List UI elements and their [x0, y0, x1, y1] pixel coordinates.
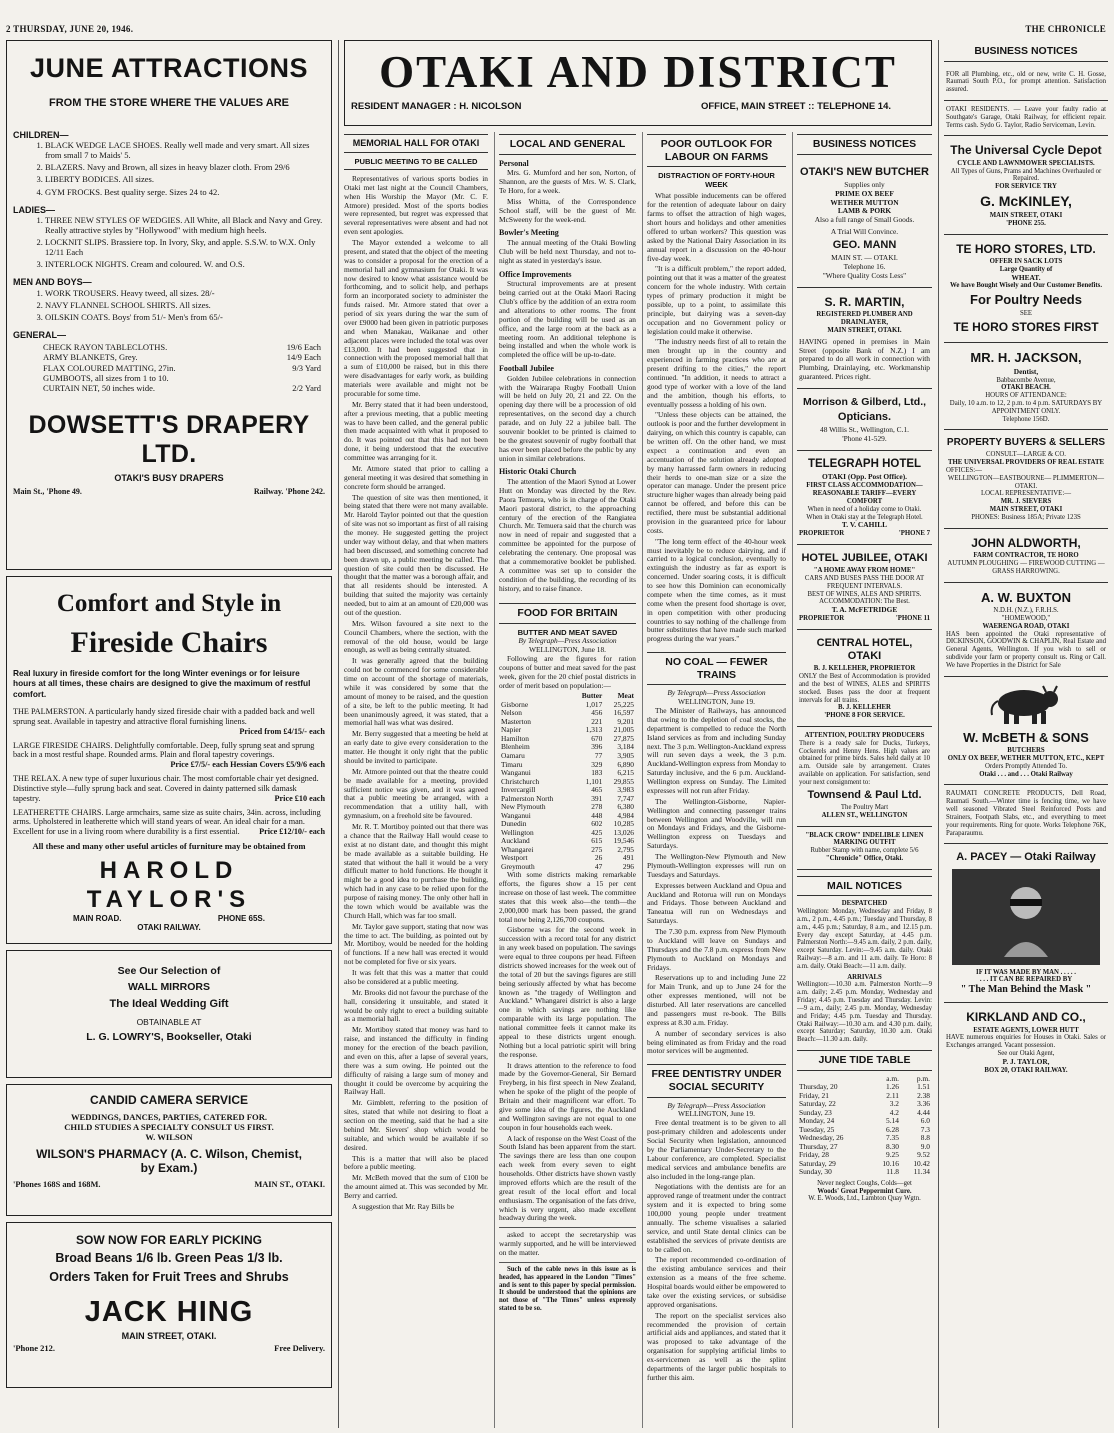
harold-taylors-name: HAROLD TAYLOR'S [86, 857, 252, 913]
tide-table: a.m. p.m. Thursday, 20 1.26 1.51 Friday, 21 2.11 2.38 Saturday, 22 3.2 3.36 Sunday, 23 4.2 4.44 Monday, 24 5.14 6.0 Tuesday, 25 6.28 7.3 Wednesday, 26 7.35 8.8 Thursday, 27 8.30 9.0 Friday, 28 9.25 9.52 Saturday, 29 10.16 10.42 Sunday, 30 11.8 11.34 [799, 1073, 930, 1177]
masthead-info [345, 97, 931, 112]
general-price-list [43, 342, 321, 392]
ladies-list [31, 215, 325, 269]
list-item: GUMBOOTS, all sizes from 1 to 10. [43, 372, 169, 383]
cycle-depot-ad: The Universal Cycle Depot CYCLE AND LAWNMOWER SPECIALISTS. All Types of Guns, Prams and Machines Overhauled or Repaired. FOR SERVICE TRY G. McKINLEY, MAIN STREET, OTAKI 'PHONE 255. [944, 136, 1108, 234]
list-item: FLAX COLOURED MATTING, 27in. 9/3 Yard [43, 362, 321, 373]
business-notices-column: BUSINESS NOTICES OTAKI'S NEW BUTCHER Supplies only PRIME OX BEEF WETHER MUTTON LAMB & PORK Also a full range of Small Goods. A Trial Will Convince. GEO. MANN MAIN ST. — OTAKI. Telephone 16. "Where Quality Costs Less" S. R. MARTIN, REGISTERED PLUMBER AND DRAINLAYER, MAIN STREET, OTAKI. HAVING opened in premises in Main Street (opposite Bank of N.Z.) I am prepared to do all work in connection with Plumbing, Drainlaying, etc. Workmanship guaranteed. Prices right. Morrison & Gilberd, Ltd., Opticians. 48 Willis St., Wellington, C.1. 'Phone 41-529. TELEGRAPH HOTEL OTAKI (Opp. Post Office). FIRST CLASS ACCOMMODATION— REASONABLE TARIFF—EVERY COMFORT When in need of a holiday come to Otaki. When in Otaki stay at the Telegraph Hotel. T. V. CAHILL PROPRIETOR 'PHONE 7 HOTEL JUBILEE, OTAKI "A HOME AWAY FROM HOME" CARS AND BUSES PASS THE DOOR AT FREQUENT INTERVALS. BEST OF WINES, ALES AND SPIRITS. ACCOMMODATION: The Best. T. A. McFETRIDGE PROPRIETOR 'PHONE 11 CENTRAL HOTEL, OTAKI B. J. KELLEHER, PROPRIETOR ONLY the Best of Accommodation is provided and the best of WINES, ALES and SPIRITS stocked. Buses pass the door at frequent intervals for all trains. B. J. KELLEHER 'PHONE 8 FOR SERVICE. ATTENTION, POULTRY PRODUCERS There is a ready sale for Ducks, Turkeys, Cockerels and Henny Hens. High values are obtained for prime birds. Sales held daily at 10 a.m. Outside sale by arrangement. Crates available on application. For satisfaction, send your next consignment to: Townsend & Paul Ltd. The Poultry Mart ALLEN ST., WELLINGTON "BLACK CROW" INDELIBLE LINEN MARKING OUTFIT Rubber Stamp with name, complete 5/6 "Chronicle" Office, Otaki. MAIL NOTICES DESPATCHED Wellington: Monday, Wednesday and Friday, 8 a.m., 2 p.m., 4.45 p.m.; Tuesday and Thursday, 8 a.m., 4.45 p.m.; Saturday, 8 a.m., and 12.15 p.m. Every day except Saturday, at 4.45 p.m. Palmerston North:—9.45 a.m. daily, 2 p.m. daily, except Saturday. Levin:—9.45 a.m. daily. Otaki Railway:—8 a.m. and 11 a.m. daily. Te Horo: 8 a.m. daily. Otaki Beach:—11 a.m. daily. ARRIVALS Wellington:—10.30 a.m. Palmerston North:—9 a.m. daily; 2.45 p.m. Monday, Wednesday and Friday; 4.45 p.m. Tuesday and Thursday. Levin:—9 a.m., daily; 2.45 p.m. Monday, Wednesday and Friday; 4.45 p.m. Tuesday and Thursday. Otaki Railway:—10.30 a.m. and 4.30 p.m. daily, except Saturday; Saturday, 10.30 a.m. Otaki Beach:—11.30 a.m. daily. JUNE TIDE TABLE a.m. p.m. Thursday, 20 1.26 1.51 Friday, 21 2.11 2.38 Saturday, 22 3.2 3.36 Sunday, 23 4.2 4.44 Monday, 24 5.14 6.0 Tuesday, 25 6.28 7.3 Wednesday, 26 7.35 8.8 Thursday, 27 8.30 9.0 Friday, 28 9.25 9.52 Saturday, 29 10.16 10.42 Sunday, 30 11.8 11.34 Never neglect Coughs, Colds—get Woods' Great Peppermint Cure. W. E. Woods, Ltd., Lambton Quay Wgtn. [792, 132, 932, 1428]
mirrors-line5: L. G. LOWRY'S, Bookseller, Otaki [86, 1030, 252, 1043]
mirrors-line3: The Ideal Wedding Gift [109, 997, 229, 1010]
list-item: 1. WORK TROUSERS. Heavy tweed, all sizes. 28/- [45, 288, 325, 298]
list-item: 4. GYM FROCKS. Best quality serge. Sizes 24 to 42. [45, 187, 325, 197]
hing-contact: 'Phone 212. Free Delivery. [13, 1343, 325, 1354]
fireside-intro: Real luxury in fireside comfort for the long Winter evenings or for leisure hours at all times, these chairs are designed to give the maximum of restful comfort. [13, 667, 311, 699]
food-subtitle: BUTTER AND MEAT SAVED [517, 628, 618, 638]
table-row: Blenheim 396 3,184 [501, 742, 634, 752]
martin-plumber-ad: S. R. MARTIN, REGISTERED PLUMBER AND DRAINLAYER, MAIN STREET, OTAKI. HAVING opened in premises in Main Street (opposite Bank of N.Z.) I am prepared to do all work in connection with Plumbing, Drainlaying, etc. Workmanship guaranteed. Prices right. [797, 288, 932, 389]
table-row: Wednesday, 26 7.35 8.8 [799, 1133, 930, 1143]
list-item: 3. INTERLOCK NIGHTS. Cream and coloured. W. and O.S. [45, 259, 325, 269]
morrison-opticians-ad: Morrison & Gilberd, Ltd., Opticians. 48 Willis St., Wellington, C.1. 'Phone 41-529. [797, 389, 932, 451]
mirrors-line1: See Our Selection of [117, 965, 221, 977]
bull-illustration-icon [946, 682, 1106, 728]
table-row: Hamilton 670 27,875 [501, 733, 634, 743]
masked-man-illustration-icon [952, 869, 1100, 965]
table-row: Napier 1,313 21,005 [501, 725, 634, 735]
list-item: 2. BLAZERS. Navy and Brown, all sizes in heavy blazer cloth. From 29/6 [45, 162, 325, 172]
fireside-title-line1: Comfort and Style in [56, 590, 282, 617]
table-row: Thursday, 27 8.30 9.0 [799, 1141, 930, 1151]
mail-arrivals: Wellington:—10.30 a.m. Palmerston North:—9 a.m. daily; 2.45 p.m. Monday, Wednesday and Friday; 4.45 p.m. Tuesday and Thursday. Levin:—9 a.m., daily; 2.45 p.m. Monday, Wednesday and Friday; 4.45 p.m. Tuesday and Thursday. Otaki Railway:—10.30 a.m. and 4.30 p.m. daily, except Saturday; Saturday, 10.30 a.m. Otaki Beach:—11.30 a.m. daily. [797, 981, 932, 1044]
telegraph-hotel-ad: TELEGRAPH HOTEL OTAKI (Opp. Post Office). FIRST CLASS ACCOMMODATION— REASONABLE TARIFF—EVERY COMFORT When in need of a holiday come to Otaki. When in Otaki stay at the Telegraph Hotel. T. V. CAHILL PROPRIETOR 'PHONE 7 [797, 451, 932, 545]
harold-taylors-address: MAIN ROAD. PHONE 65S. [73, 913, 265, 923]
list-item: 2. LOCKNIT SLIPS. Brassiere top. In Ivory, Sky, and apple. S.S.W. to W.X. Only 12/11 Each [45, 237, 325, 257]
hing-line2: Broad Beans 1/6 lb. Green Peas 1/3 lb. [55, 1251, 283, 1266]
jack-hing-ad [6, 1222, 332, 1388]
hing-line3: Orders Taken for Fruit Trees and Shrubs [49, 1269, 289, 1284]
harold-taylors-location: OTAKI RAILWAY. [137, 923, 201, 933]
hing-address: MAIN STREET, OTAKI. [121, 1330, 217, 1341]
camera-contact: 'Phones 168S and 168M. MAIN ST., OTAKI. [13, 1179, 325, 1189]
fireside-items [13, 707, 325, 837]
table-row: Friday, 21 2.11 2.38 [799, 1090, 930, 1100]
camera-line1: WEDDINGS, DANCES, PARTIES, CATERED FOR. [70, 1112, 268, 1123]
ladies-heading: LADIES— [13, 204, 56, 215]
table-row: Westport 26 491 [501, 853, 634, 863]
table-row: Monday, 24 5.14 6.0 [799, 1116, 930, 1126]
food-britain-title: FOOD FOR BRITAIN [499, 603, 636, 624]
right-business-title: BUSINESS NOTICES [944, 42, 1108, 62]
list-item: LEATHERETTE CHAIRS. Large armchairs, same size as suite chairs, 34in. across, including arms. Upholstered in leatherette which will stand years of wear. An ideal chair for a man. Excellent for use in a living room where durability is a first essential. Price £12/10/- each [13, 807, 325, 837]
local-and-food-column: LOCAL AND GENERAL Personal Mrs. G. Mumford and her son, Norton, of Shannon, are the guests of Mrs. W. S. Clark, Te Horo, for a week. Miss Whitta, of the Correspondence School staff, will be the guest of Mr. McSweeny for the week-end. Bowler's Meeting The annual meeting of the Otaki Bowling Club will be held next Thursday, and not to-night as stated in yesterday's issue. Office Improvements Structural improvements are at present being carried out at the Otaki Maori Racing Club's office by the addition of an extra room and alterations to other rooms. The front portion of the building will be used as an office, and the large room at the back as a meeting room. An additional telephone is being installed and when the whole work is completed the office will be up-to-date. Football Jubilee Golden Jubilee celebrations in connection with the Wairarapa Rugby Football Union will be held on July 20, 21 and 22. On the opening day there will be a procession of old representatives, on the second day a church parade, and on July 22 a jubilee ball. The souvenir booklet to be printed is claimed to be the greatest souvenir of rugby football that has ever been placed before the public by any union in similar celebrations. Historic Otaki Church The attention of the Maori Synod at Lower Hutt on Monday was directed by the Rev. Paora Temuera, who is in charge of the Otaki Maori pastoral district, to the approaching century of the erection of the Rangiatea Church. Mr. Temuera said that the church was now in need of repair and suggested that a committee be appointed for the purpose of celebrating the centenary. One proposal was that a commemorative booklet be published. A committee was set up to consider the condition of the building, the recording of its history, and to raise finance. FOOD FOR BRITAIN BUTTER AND MEAT SAVED By Telegraph—Press Association WELLINGTON, June 18. Following are the figures for ration coupons of butter and meat saved for the past week, given for the 20 chief postal districts in order of merit based on population:— Butter Meat Gisborne 1,017 25,225 Nelson 456 16,597 Masterton 221 9,201 Napier 1,313 21,005 Hamilton 670 27,875 Blenheim 396 3,184 Oamaru 77 3,905 Timaru 329 6,890 Wanganui 183 6,215 Christchurch 1,101 29,855 Invercargill 465 3,983 Palmerston North 391 7,747 New Plymouth 278 6,380 Wanganui 448 4,984 Dunedin 602 10,285 Wellington 425 13,026 Auckland 615 19,546 Whangarei 275 2,795 Westport 26 491 Greymouth 47 296 With some districts making remarkable efforts, the figures show a 15 per cent increase on those of last week. The committee states that this week also—the tenth—the 2,000,000 mark has been passed, the grand total now being 2,126,700 coupons. Gisborne was for the second week in succession with a record total for any district in any week based on population. The savings were equal to three coupons per head. Fifteen districts showed increases for the week out of the total of 20 but the savings figures are still being seriously affected by what has become known as "the tragedy of Wellington and Auckland." Whangarei district is also a large one in which savings are nothing like comparable with its large population. The national committee feels it cannot make its appeal to these districts urgent enough. Nothing but a local patriotic spirit will bring the response. It draws attention to the reference to food made by the Governor-General, Sir Bernard Freyberg, in his first speech in New Zealand, when he spoke of the plight of the people of Britain and their magnificent war effort. To give some idea of the figures, the Auckland and Wellington savings are not equal to one coupon in four households each week. A lack of response on the West Coast of the South Island has been apparent from the start. The savings there are less than one coupon each week from every seven to eight households. Other districts have shown vastly improved efforts which are the result of the great result of the local effort and local enthusiasm. The organisation of the fats drive, which is very urgent, also made excellent headway during the week. asked to accept the secretaryship was warmly supported, and he will be interviewed on the matter. Such of the cable news in this issue as is headed, has appeared in the London "Times" and is sent to this paper by special permission. It should be understood that the opinions are not those of "The Times" unless expressly stated to be so. [494, 132, 636, 1428]
memorial-title: MEMORIAL HALL FOR OTAKI [344, 134, 488, 153]
camera-line2: CHILD STUDIES A SPECIALTY CONSULT US FIRST. [64, 1122, 274, 1133]
table-row: New Plymouth 278 6,380 [501, 802, 634, 812]
list-item: 1. THREE NEW STYLES OF WEDGIES. All White, all Black and Navy and Grey. Really attractive styles by "Hollywood" with medium high heels. [45, 215, 325, 235]
general-heading: GENERAL— [13, 329, 67, 340]
men-heading: MEN AND BOYS— [13, 277, 92, 288]
gosse-plumbing-ad: FOR all Plumbing, etc., old or new, write C. H. Gosse, Raumati South P.O., for prompt attention. Satisfaction assured. [944, 66, 1108, 101]
dentistry-title: FREE DENTISTRY UNDER SOCIAL SECURITY [647, 1064, 786, 1097]
hing-line1: SOW NOW FOR EARLY PICKING [75, 1233, 262, 1247]
fireside-chairs-ad [6, 576, 332, 944]
june-attractions-ad [6, 40, 332, 570]
camera-line4: WILSON'S PHARMACY (A. C. Wilson, Chemist, by Exam.) [36, 1146, 302, 1175]
list-item: THE RELAX. A new type of super luxurious chair. The most comfortable chair yet designed. Distinctive style—fully sprung back and seat. Covered in dainty patterned silk damask tapestry. Price £10 each [13, 774, 325, 803]
table-row: Auckland 615 19,546 [501, 836, 634, 846]
memorial-hall-article: MEMORIAL HALL FOR OTAKI PUBLIC MEETING TO BE CALLED Representatives of various sports bodies in Otaki met last night at the Council Chambers, when His Worship the Mayor (Mr. C. F. Atmore) presided. Most of the sports bodies were represented, but regret was expressed that several representatives were absent and had not even sent apologies. The Mayor extended a welcome to all present, and stated that the object of the meeting was to consider a proposal for the erection of a memorial hall and gymnasium for Otaki. It was now desired to know what assistance would be forthcoming, and to solicit help, and perhaps form an incorporated society to administer the funds raised. Mr. Atmore stated that over a period of six years during the war the sum of over £9000 had been given in patriotic purposes and when Manakau, Waikanae and other adjacent places were included the total was over £13,000. It had been suggested that in connection with the proposed memorial hall that a sum of £10,000 be raised, but in this there were disadvantages for early work, as building materials were available and might not be procurable for some time. Mr. Berry stated that it had been understood, after a previous meeting, that a public meeting was to have been called, and the general public then made acquainted with what it proposed to do. It was pointed out that this had not been done, it being understood that the executive committee was arranging for it. Mr. Atmore stated that prior to calling a general meeting it was desired that something in concrete form should be arranged. The question of site was then mentioned, it being stated that there were not many available. Mr. Harold Taylor pointed out that the question of site was not so important as first of all raising the money. He suggested getting the project under way without delay, and that when matters had been discussed, and something concrete had been drawn up, a public meeting be called. The question of site could then be discussed. He thought that the matter was a borough affair, and that all residents should be interested. A building that suited the majority was certainly needed, but to aim at an amount of £20,000 was out of the question. Mrs. Wilson favoured a site next to the Council Chambers, where the section, with the removal of the old house, would be large enough, as well as being centrally situated. It was generally agreed that the building could not be commenced for some considerable time on account of the shortage of materials, while it was considered by some that the amount of money to be raised, and the question of a site, be left to the public meeting. It had been unanimously agreed, it was stated, that a memorial hall was what was desired. Mr. Berry suggested that a meeting be held at an early date to give every consideration to the matter. He thought it only right that the public should be invited to participate. Mr. Atmore pointed out that the theatre could be made available for a meeting, provided sufficient notice was given, and it was agreed that a public meeting be arranged, with a recommendation that a utility hall, with gymnasium, on a freehold site be favoured. Mr. R. T. Mortiboy pointed out that there was a chance that the Railway Hall would cease to exist at no distant date, and thought this might be made available as a suitable building. He stated that without the hall it would be a very difficult matter to hold functions. He thought it might be a good idea to purchase the building, which had in any case to be relied upon for the purpose of raising money. The only other hall in the town which would be available was the Church Hall, which was far too small. Mr. Taylor gave support, stating that now was the time to act. The building, as pointed out by Mr. Mortiboy, would be needed for the holding of functions. If a new hall was erected it would not be completed for five or six years. It was felt that this was a matter that could also be considered at a public meeting. Mr. Brooks did not favour the purchase of the hall, considering it unsuitable, and stated it would be only right to erect a building suitable as a memorial hall. Mr. Mortiboy stated that money was hard to raise, and instanced the difficulty in finding money for the erection of the beach pavilion, and even on this, after a lapse of several years, there was a sum owing. He pointed out the difficulty of raising a large sum of money and thought it could be overcome by acquiring the Railway Hall. Mr. Gimblett, referring to the position of sites, stated that while not desiring to float a section on the meeting, said that he had a site behind Mr. Sievers' shop which would be suitable, and which would be available if so desired. This is a matter that will also be placed before a public meeting. Mr. McBeth moved that the sum of £100 be the amount aimed at. This was seconded by Mr. Berry and carried. A suggestion that Mr. Ray Bills be [344, 132, 488, 1428]
list-item: 3. LIBERTY BODICES. All sizes. [45, 174, 325, 184]
mail-notices-title: MAIL NOTICES [797, 876, 932, 897]
business-notices-title: BUSINESS NOTICES [797, 134, 932, 155]
property-buyers-ad: PROPERTY BUYERS & SELLERS CONSULT—LARGE & CO. THE UNIVERSAL PROVIDERS OF REAL ESTATE OFFICES:— WELLINGTON—EASTBOURNE— PLIMMERTON—OTAKI. LOCAL REPRESENTATIVE:— MR. J. SIEVERS MAIN STREET, OTAKI PHONES: Business 185A; Private 123S [944, 430, 1108, 528]
kirkland-agents-ad: KIRKLAND AND CO., ESTATE AGENTS, LOWER HUTT HAVE numerous enquiries for Houses in Otaki. Sales or Exchanges arranged. Vacant possession. See our Otaki Agent, P. J. TAYLOR, BOX 20, OTAKI RAILWAY. [946, 1010, 1106, 1074]
table-row: Friday, 28 9.25 9.52 [799, 1150, 930, 1160]
june-title: JUNE ATTRACTIONS [30, 53, 308, 83]
table-row: Gisborne 1,017 25,225 [501, 699, 634, 709]
table-row: Thursday, 20 1.26 1.51 [799, 1082, 930, 1092]
table-row: Oamaru 77 3,905 [501, 751, 634, 760]
mail-despatched: Wellington: Monday, Wednesday and Friday, 8 a.m., 2 p.m., 4.45 p.m.; Tuesday and Thursday, 8 a.m., 4.45 p.m.; Saturday, 8 a.m., and 12.15 p.m. Every day except Saturday, at 4.45 p.m. Palmerston North:—9.45 a.m. daily, 2 p.m. daily, except Saturday. Levin:—9.45 a.m. daily. Otaki Railway:—8 a.m. and 11 a.m. daily. Te Horo: 8 a.m. daily. Otaki Beach:—11 a.m. daily. [797, 908, 932, 970]
table-row: Sunday, 30 11.8 11.34 [799, 1167, 930, 1177]
list-item: ARMY BLANKETS, Grey. 14/9 Each [43, 352, 321, 363]
hing-name: JACK HING [84, 1295, 254, 1328]
jackson-dentist-ad: MR. H. JACKSON, Dentist, Babbacombe Avenue, OTAKI BEACH. HOURS OF ATTENDANCE: Daily, 10 a.m. to 12, 2 p.m. to 4 p.m. SATURDAYS BY APPOINTMENT ONLY. Telephone 156D. [944, 343, 1108, 430]
memorial-subtitle: PUBLIC MEETING TO BE CALLED [344, 157, 488, 170]
left-adverts-column [6, 40, 332, 1428]
mcbeth-butchers-ad: W. McBETH & SONS BUTCHERS ONLY OX BEEF, WETHER MUTTON, ETC., KEPT Orders Promptly Attended To. Otaki . . . and . . . Otaki Railway [944, 677, 1108, 786]
poultry-producers-ad: ATTENTION, POULTRY PRODUCERS There is a ready sale for Ducks, Turkeys, Cockerels and Henny Hens. High values are obtained for prime birds. Sales held daily at 10 a.m. Outside sale by arrangement. Crates available on application. For satisfaction, send your next consignment to: Townsend & Paul Ltd. The Poultry Mart ALLEN ST., WELLINGTON [797, 727, 932, 827]
list-item: 2. NAVY FLANNEL SCHOOL SHIRTS. All sizes. [45, 300, 325, 310]
aldworth-contractor-ad: JOHN ALDWORTH, FARM CONTRACTOR, TE HORO AUTUMN PLOUGHING — FIREWOOD CUTTING — GRASS HARROWING. [944, 529, 1108, 583]
masthead-title: OTAKI AND DISTRICT [379, 47, 897, 97]
table-row: Tuesday, 25 6.28 7.3 [799, 1124, 930, 1134]
dowsetts-store-name: DOWSETT'S DRAPERY LTD. [28, 410, 310, 469]
labour-coal-column: POOR OUTLOOK FOR LABOUR ON FARMS DISTRACTION OF FORTY-HOUR WEEK What possible inducements can be offered for the retention of adequate labour on dairy farms to offset the attraction of high wages, short hours and holidays and other amenities offered to urban workers? This question was asked by the National Dairy Association in its annual report in a discussion on the 40-hour five-day week. "It is a difficult problem," the report added, pointing out that it was a matter of the greatest concern for the whole industry. With certain types of primary production it might be possible, up to a point, to assimilate this principle, but dairying was a seven-day occupation and no Government policy or legislation could make it otherwise. "The industry needs first of all to retain the men brought up in the country and experienced in farming practices who are at present drifting to the cities," the report continued. "In addition, it needs to attract a good type of worker with a love of the land and the ambition, though his efforts, to eventually possess a holding of his own. "Unless these objects can be attained, the outlook is poor and the further development in dairying, on which this country is capable, can be written off. On the other hand, we must expect a continuation and even an accentuation of the solution already adopted by many harrassed farm owners in reducing their herds to one-man size or a size the operator can manage. Under the present price structure higher wages than already being paid cannot be offered, and before this can be rectified, there must be substantial additional provision in the guaranteed price for labour costs. "The long term effect of the 40-hour week must inevitably be to reduce dairying, and if carried to a logical conclusion, eventually to extinguish the industry as far as export is concerned. Under soaring costs, it is difficult to see how this Dominion can economically compete when the time comes, as it must come when the present food shortage is over, in open competition with other producing countries to say nothing of the challenge from butter substitutes that have made such marked progress during the war years." NO COAL — FEWER TRAINS By Telegraph—Press Association WELLINGTON, June 19. The Minister of Railways, has announced that owing to the depletion of coal stocks, the department is compelled to reduce the North Island services as from and including Sunday next. The 3 p.m. Wellington-Auckland express will run seven days a week, the 3 p.m. Auckland-Wellington express from Monday to Saturday inclusive, and the 6 p.m. Auckland-Wellington express on Sunday. The Limited expresses will not run after Friday. The Wellington-Gisborne, Napier-Wellington and connecting passenger trains between Wellington and Woodville, will run on Mondays and Fridays, and the Gisborne-Wellington express on Tuesdays and Saturdays. The Wellington-New Plymouth and New Plymouth-Wellington expresses will run on Tuesdays and Saturdays. Expresses between Auckland and Opua and Auckland and Rotorua will run on Mondays and Fridays. Those between Auckland and Taneatua will run on Wednesdays and Saturdays. The 7.30 p.m. express from New Plymouth to Auckland will leave on Sundays and Thursdays and the 7.8 p.m. express from New Plymouth to Auckland on Mondays and Fridays. Reservations up to and including June 22 for Main Trunk, and up to June 24 for the other expresses mentioned, will not be disturbed. All later reservations are cancelled and passengers must re-book. The Bills express at 8.30 a.m. Friday. A number of secondary services is also being eliminated as from Friday and the road motor services will be augmented. FREE DENTISTRY UNDER SOCIAL SECURITY By Telegraph—Press Association WELLINGTON, June 19. Free dental treatment is to be given to all post-primary children and adolescents under Social Security when legislation, announced by the Parliamentary Under-Secretary to the Labour conference, are completed. Specialist medical services and ambulance benefits are also included in the long-range plan. Negotiations with the dentists are for an approved range of treatment under the contract system and it is expected to bring some 100,000 young people under treatment annually. The scheme visualises a salaried service, and until State dental clinics can be established the services of private dentists are to be called on. The report recommended co-ordination of the existing ambulance services and their extension as a means of the free scheme. Hospital boards would either be empowered to take over the existing services, or subsidise approved organisations. The report on the specialist services also recommended the provision of certain artificial aids and appliances, and stated that it was proposed to take advantage of the organisation for supplying artificial limbs to ex-servicemen as well as the splint departments of the larger public hospitals to further this aim. [642, 132, 786, 1428]
ration-savings-table: Butter Meat Gisborne 1,017 25,225 Nelson 456 16,597 Masterton 221 9,201 Napier 1,313 21,005 Hamilton 670 27,875 Blenheim 396 3,184 Oamaru 77 3,905 Timaru 329 6,890 Wanganui 183 6,215 Christchurch 1,101 29,855 Invercargill 465 3,983 Palmerston North 391 7,747 New Plymouth 278 6,380 Wanganui 448 4,984 Dunedin 602 10,285 Wellington 425 13,026 Auckland 615 19,546 Whangarei 275 2,795 Westport 26 491 Greymouth 47 296 [501, 691, 634, 871]
tide-table-title: JUNE TIDE TABLE [797, 1050, 932, 1071]
right-business-column [944, 40, 1108, 1428]
central-hotel-ad: CENTRAL HOTEL, OTAKI B. J. KELLEHER, PROPRIETOR ONLY the Best of Accommodation is provided and the best of WINES, ALES and SPIRITS stocked. Buses pass the door at frequent intervals for all trains. B. J. KELLEHER 'PHONE 8 FOR SERVICE. [797, 630, 932, 727]
june-subtitle: FROM THE STORE WHERE THE VALUES ARE [49, 96, 289, 109]
wall-mirrors-ad [6, 950, 332, 1078]
list-item: THE PALMERSTON. A particularly handy sized fireside chair with a padded back and well sprung seat. Available in tapestry and attractive floral furnishing linens. Priced from £4/15/- each [13, 706, 325, 736]
list-item: 1. BLACK WEDGE LACE SHOES. Really well made and very smart. All sizes from small 7 to Maids' 5. [45, 140, 325, 160]
table-row: Wanganui 183 6,215 [501, 768, 634, 778]
labour-title: POOR OUTLOOK FOR LABOUR ON FARMS [647, 134, 786, 167]
coal-trains-title: NO COAL — FEWER TRAINS [647, 652, 786, 685]
table-row: Wanganui 448 4,984 [501, 810, 634, 820]
masthead [344, 40, 932, 126]
table-row: Invercargill 465 3,983 [501, 785, 634, 795]
camera-title: CANDID CAMERA SERVICE [89, 1093, 248, 1107]
table-row: Whangarei 275 2,795 [501, 844, 634, 854]
local-general-title: LOCAL AND GENERAL [499, 134, 636, 155]
list-item: CURTAIN NET, 50 inches wide. 2/2 Yard [43, 382, 321, 393]
dowsetts-address: Main St., 'Phone 49. Railway. 'Phone 242. [13, 487, 325, 497]
list-item: CHECK RAYON TABLECLOTHS. 19/6 Each [43, 342, 321, 353]
table-row: Saturday, 22 3.2 3.36 [799, 1099, 930, 1109]
table-row: Dunedin 602 10,285 [501, 819, 634, 829]
black-crow-ad: "BLACK CROW" INDELIBLE LINEN MARKING OUTFIT Rubber Stamp with name, complete 5/6 "Chronicle" Office, Otaki. [797, 827, 932, 870]
table-row: Timaru 329 6,890 [501, 759, 634, 769]
children-list [31, 140, 325, 196]
hotel-jubilee-ad: HOTEL JUBILEE, OTAKI "A HOME AWAY FROM HOME" CARS AND BUSES PASS THE DOOR AT FREQUENT INTERVALS. BEST OF WINES, ALES AND SPIRITS. ACCOMMODATION: The Best. T. A. McFETRIDGE PROPRIETOR 'PHONE 11 [797, 545, 932, 630]
buxton-agent-ad: A. W. BUXTON N.D.H. (N.Z.), F.R.H.S. "HOMEWOOD," WAERENGA ROAD, OTAKI HAS been appointed the Otaki representative of DICKINSON, GOODWIN & CHAPLIN, Real Estate and General Agents, Wellington. If you wish to sell or subdivide your farm or property consult us. Ring or Call. We have Properties in the District for Sale [944, 583, 1108, 677]
te-horo-stores-ad: TE HORO STORES, LTD. OFFER IN SACK LOTS Large Quantity of WHEAT. We have Bought Wisely and Our Customer Benefits. For Poultry Needs SEE TE HORO STORES FIRST [944, 235, 1108, 344]
otaki-district-section [344, 40, 932, 1428]
table-row: Sunday, 23 4.2 4.44 [799, 1107, 930, 1117]
radio-repair-ad: OTAKI RESIDENTS. — Leave your faulty radio at Southgate's Garage, Otaki Railway, for efficient repair. Terms cash. Sydo G. Taylor, Radio Serviceman, Levin. [944, 101, 1108, 136]
mirrors-line2: WALL MIRRORS [127, 981, 211, 994]
new-butcher-ad: OTAKI'S NEW BUTCHER Supplies only PRIME OX BEEF WETHER MUTTON LAMB & PORK Also a full range of Small Goods. A Trial Will Convince. GEO. MANN MAIN ST. — OTAKI. Telephone 16. "Where Quality Costs Less" [797, 159, 932, 288]
table-row: Christchurch 1,101 29,855 [501, 776, 634, 786]
table-row: Wellington 425 13,026 [501, 827, 634, 837]
newspaper-name: THE CHRONICLE [1025, 24, 1106, 34]
table-row: Greymouth 47 296 [501, 861, 634, 871]
table-row: Saturday, 29 10.16 10.42 [799, 1158, 930, 1168]
raumati-concrete-ad: RAUMATI CONCRETE PRODUCTS, Dell Road, Raumati South.—Winter time is fencing time, we have well seasoned Vibrated Steel Reinforced Posts and Strainers, Footpath Slabs, etc., and everything to meet your requirements. Ring for quote. Works Telephone 76K, Paraparaumu. [944, 785, 1108, 844]
mirrors-line4: OBTAINABLE AT [136, 1016, 202, 1027]
children-heading: CHILDREN— [13, 129, 69, 140]
office-telephone: OFFICE, MAIN STREET :: TELEPHONE 14. [700, 101, 891, 112]
pacey-repair-ad: A. PACEY — Otaki Railway IF IT WAS MADE BY MAN . . . . . . . . IT CAN BE REPAIRED BY " The Man Behind the Mask " [944, 844, 1108, 1003]
table-row: Nelson 456 16,597 [501, 708, 634, 718]
fireside-footer: All these and many other useful articles of furniture may be obtained from [32, 841, 306, 852]
resident-manager: RESIDENT MANAGER : H. NICOLSON [351, 101, 522, 112]
men-list [31, 288, 325, 322]
table-row: Masterton 221 9,201 [501, 716, 634, 726]
fireside-title-line2: Fireside Chairs [70, 625, 268, 659]
table-row: Palmerston North 391 7,747 [501, 793, 634, 803]
list-item: LARGE FIRESIDE CHAIRS. Delightfully comfortable. Deep, fully sprung seat and sprung back in a most restful shape. Rounded arms. Plain and floral tapestry coverings. Price £7/5/- each Hessian Covers £5/9/6 each [13, 740, 325, 770]
camera-line3: W. WILSON [145, 1132, 193, 1143]
list-item: 3. OILSKIN COATS. Boys' from 51/- Men's from 65/- [45, 312, 325, 322]
candid-camera-ad [6, 1084, 332, 1216]
dowsetts-tagline: OTAKI'S BUSY DRAPERS [114, 472, 224, 483]
page-date-header: 2 THURSDAY, JUNE 20, 1946. [6, 24, 134, 34]
